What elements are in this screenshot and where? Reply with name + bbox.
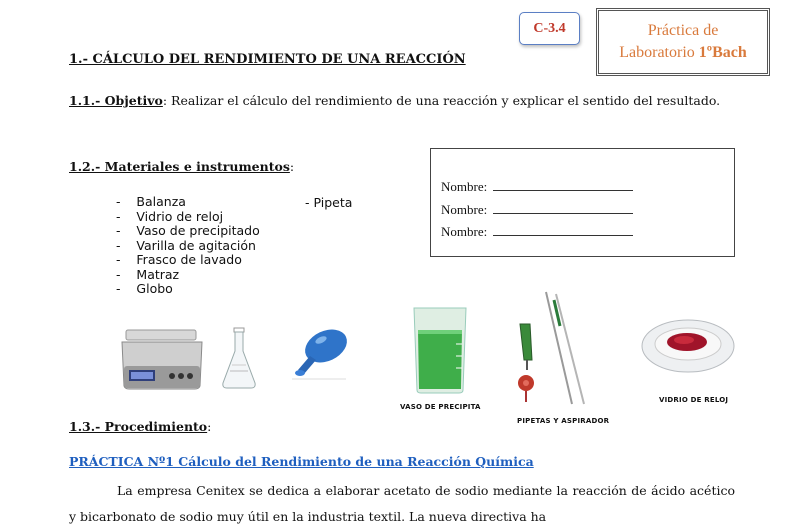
list-item: - Vidrio de reloj — [116, 208, 224, 224]
practice-title[interactable]: PRÁCTICA Nº1 Cálculo del Rendimiento de una Reacción Química — [69, 454, 534, 469]
practice-box — [596, 8, 770, 76]
objective-text: : Realizar el cálculo del rendimiento de una reacción y explicar el sentido del resultado. — [162, 93, 721, 108]
balloon-image — [288, 326, 352, 384]
materials-heading: 1.2.- Materiales e instrumentos: — [69, 159, 295, 174]
beaker-image — [408, 304, 472, 394]
name-row: Nombre: — [441, 176, 734, 199]
procedure-heading: 1.3.- Procedimiento: — [69, 419, 212, 434]
name-row: Nombre: — [441, 221, 734, 244]
list-item: - Vaso de precipitado — [116, 223, 260, 238]
materials-pipeta: - Pipeta — [305, 195, 353, 210]
names-box — [430, 148, 735, 257]
name-field[interactable] — [493, 201, 633, 214]
procedure-paragraph: La empresa Cenitex se dedica a elaborar acetato de sodio mediante la reacción de ácido acético y bicarbonato de sodio muy útil en la industria textil. La nueva directiva ha — [69, 483, 735, 524]
list-item: - Frasco de lavado — [116, 252, 242, 267]
watch-glass-image — [640, 306, 736, 380]
list-item: - Varilla de agitación — [116, 237, 256, 253]
pipettes-caption: PIPETAS Y ASPIRADOR — [517, 417, 610, 425]
practice-box-line2: Laboratorio 1ºBach — [619, 44, 747, 61]
balance-image — [122, 328, 204, 390]
list-item: - Balanza — [116, 194, 186, 209]
objective — [69, 93, 729, 108]
list-item: - Globo — [116, 281, 173, 296]
objective-label: 1.1.- Objetivo — [69, 93, 163, 108]
practice-box-line1: Práctica de — [647, 22, 719, 39]
section-title: 1.- CÁLCULO DEL RENDIMIENTO DE UNA REACCIÓN — [69, 52, 466, 67]
code-badge: C-3.4 — [519, 12, 580, 45]
materials-list — [116, 195, 260, 297]
beaker-caption: VASO DE PRECIPITA — [400, 403, 481, 411]
name-field[interactable] — [493, 223, 633, 236]
name-field[interactable] — [493, 178, 633, 191]
pipettes-image — [510, 290, 600, 408]
watch-glass-caption: VIDRIO DE RELOJ — [659, 396, 729, 404]
list-item: - Matraz — [116, 266, 180, 282]
flask-image — [221, 327, 257, 390]
name-row: Nombre: — [441, 199, 734, 222]
